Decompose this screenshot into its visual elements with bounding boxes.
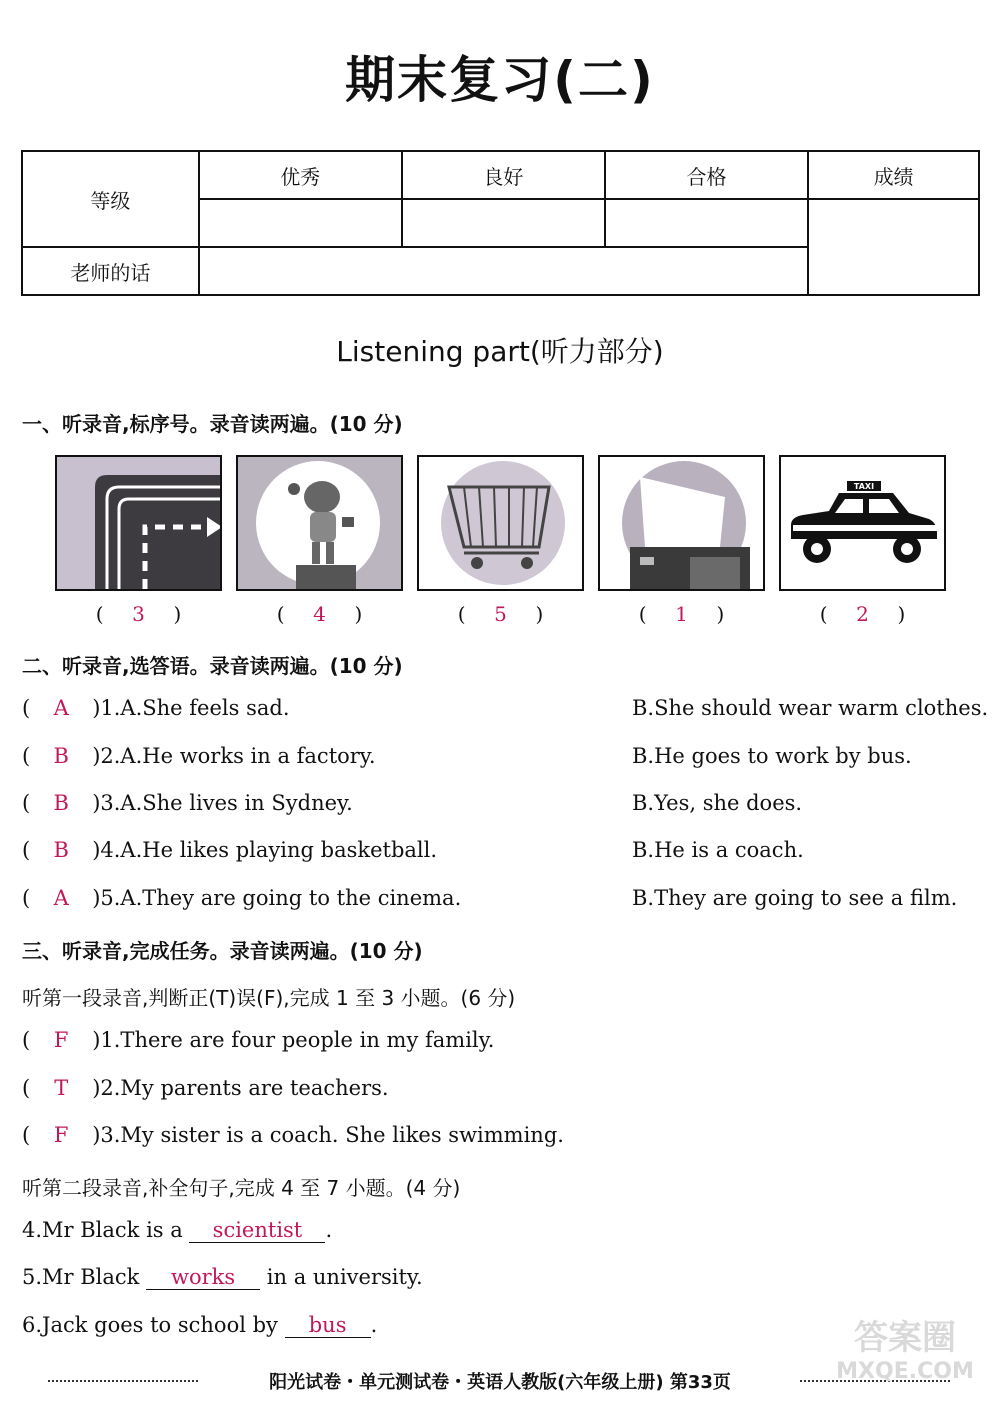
fill-after-6: . [370,1313,378,1337]
picture-answer-4: 1 [675,602,688,626]
shopping-cart-icon [417,455,584,591]
s2-option-a-4: )4.A.He likes playing basketball. [92,838,438,862]
s2-option-b-4: B.He is a coach. [632,838,804,862]
fill-before-6: 6.Jack goes to school by [22,1313,278,1337]
picture-answer-5: 2 [856,602,869,626]
tf-item-3: ( F )3.My sister is a coach. She likes swimming. [22,1123,564,1147]
tf-item-2: ( T )2.My parents are teachers. [22,1076,389,1100]
s2-answer-4: B [53,838,69,862]
taxi-icon [779,455,946,591]
fill-item-5 [22,1265,423,1290]
s2-item-2: ( B )2.A.He works in a factory. [22,744,376,768]
pass-cell [605,199,808,247]
teacher-comment-cell [199,247,808,295]
s2-option-b-3: B.Yes, she does. [632,791,803,815]
section3-heading: 三、听录音,完成任务。录音读两遍。(10 分) [22,939,423,963]
listening-heading: Listening part(听力部分) [336,335,664,368]
answer-paren-5: ( 2 ) [819,602,906,626]
section1-heading: 一、听录音,标序号。录音读两遍。(10 分) [22,412,403,436]
excellent-cell [199,199,402,247]
fill-item-6 [22,1313,377,1338]
tf-item-1: ( F )1.There are four people in my family. [22,1028,495,1052]
pass-label: 合格 [605,151,808,199]
good-label: 良好 [402,151,605,199]
building-icon [598,455,765,591]
watermark-line2: MXQE.COM [836,1359,974,1384]
s2-answer-2: B [53,744,69,768]
page-footer: 阳光试卷・单元测试卷・英语人教版(六年级上册) 第33页 [269,1372,731,1393]
section3-part2-instruction: 听第二段录音,补全句子,完成 4 至 7 小题。(4 分) [22,1176,461,1200]
tf-text-1: )1.There are four people in my family. [92,1028,495,1052]
page-title: 期末复习(二) [345,51,655,109]
s2-option-a-5: )5.A.They are going to the cinema. [92,886,462,910]
watermark [830,1310,980,1405]
answer-paren-3: ( 5 ) [457,602,544,626]
s2-option-a-3: )3.A.She lives in Sydney. [92,791,353,815]
s2-item-1: ( A )1.A.She feels sad. [22,696,290,720]
tf-answer-2: T [54,1076,69,1100]
teacher-comment-label: 老师的话 [22,247,199,295]
s2-option-b-1: B.She should wear warm clothes. [632,696,989,720]
s2-option-b-2: B.He goes to work by bus. [632,744,912,768]
picture-answer-1: 3 [132,602,145,626]
s2-answer-5: A [53,886,69,910]
s2-answer-3: B [53,791,69,815]
answer-paren-1: ( 3 ) [95,602,182,626]
good-cell [402,199,605,247]
tf-answer-3: F [53,1123,69,1147]
section2-heading: 二、听录音,选答语。录音读两遍。(10 分) [22,654,403,678]
score-label: 成绩 [808,151,979,199]
picture-answer-3: 5 [494,602,507,626]
s2-option-b-5: B.They are going to see a film. [632,886,958,910]
s2-item-4: ( B )4.A.He likes playing basketball. [22,838,438,862]
tf-answer-1: F [53,1028,69,1052]
watermark-line1: 答案圈 [854,1318,956,1358]
robot-icon [236,455,403,591]
level-label: 等级 [22,151,199,247]
s2-item-5: ( A )5.A.They are going to the cinema. [22,886,462,910]
fill-answer-4: scientist [189,1218,325,1243]
section3-part1-instruction: 听第一段录音,判断正(T)误(F),完成 1 至 3 小题。(6 分) [22,986,516,1010]
fill-item-4 [22,1218,332,1243]
answer-paren-4: ( 1 ) [638,602,725,626]
picture-answer-2: 4 [313,602,326,626]
road-turn-arrow-icon [55,455,222,591]
tf-text-3: )3.My sister is a coach. She likes swimming. [92,1123,564,1147]
answer-paren-2: ( 4 ) [276,602,363,626]
s2-option-a-2: )2.A.He works in a factory. [92,744,376,768]
taxi-sign: TAXI [853,482,875,491]
s2-option-a-1: )1.A.She feels sad. [92,696,290,720]
tf-text-2: )2.My parents are teachers. [92,1076,389,1100]
fill-before-5: 5.Mr Black [22,1265,140,1289]
excellent-label: 优秀 [199,151,402,199]
fill-after-4: . [325,1218,333,1242]
fill-after-5: in a university. [266,1265,423,1289]
s2-item-3: ( B )3.A.She lives in Sydney. [22,791,353,815]
fill-answer-6: bus [285,1313,371,1338]
score-cell [808,199,979,295]
s2-answer-1: A [53,696,69,720]
fill-before-4: 4.Mr Black is a [22,1218,183,1242]
grade-table [21,150,980,296]
fill-answer-5: works [146,1265,260,1290]
